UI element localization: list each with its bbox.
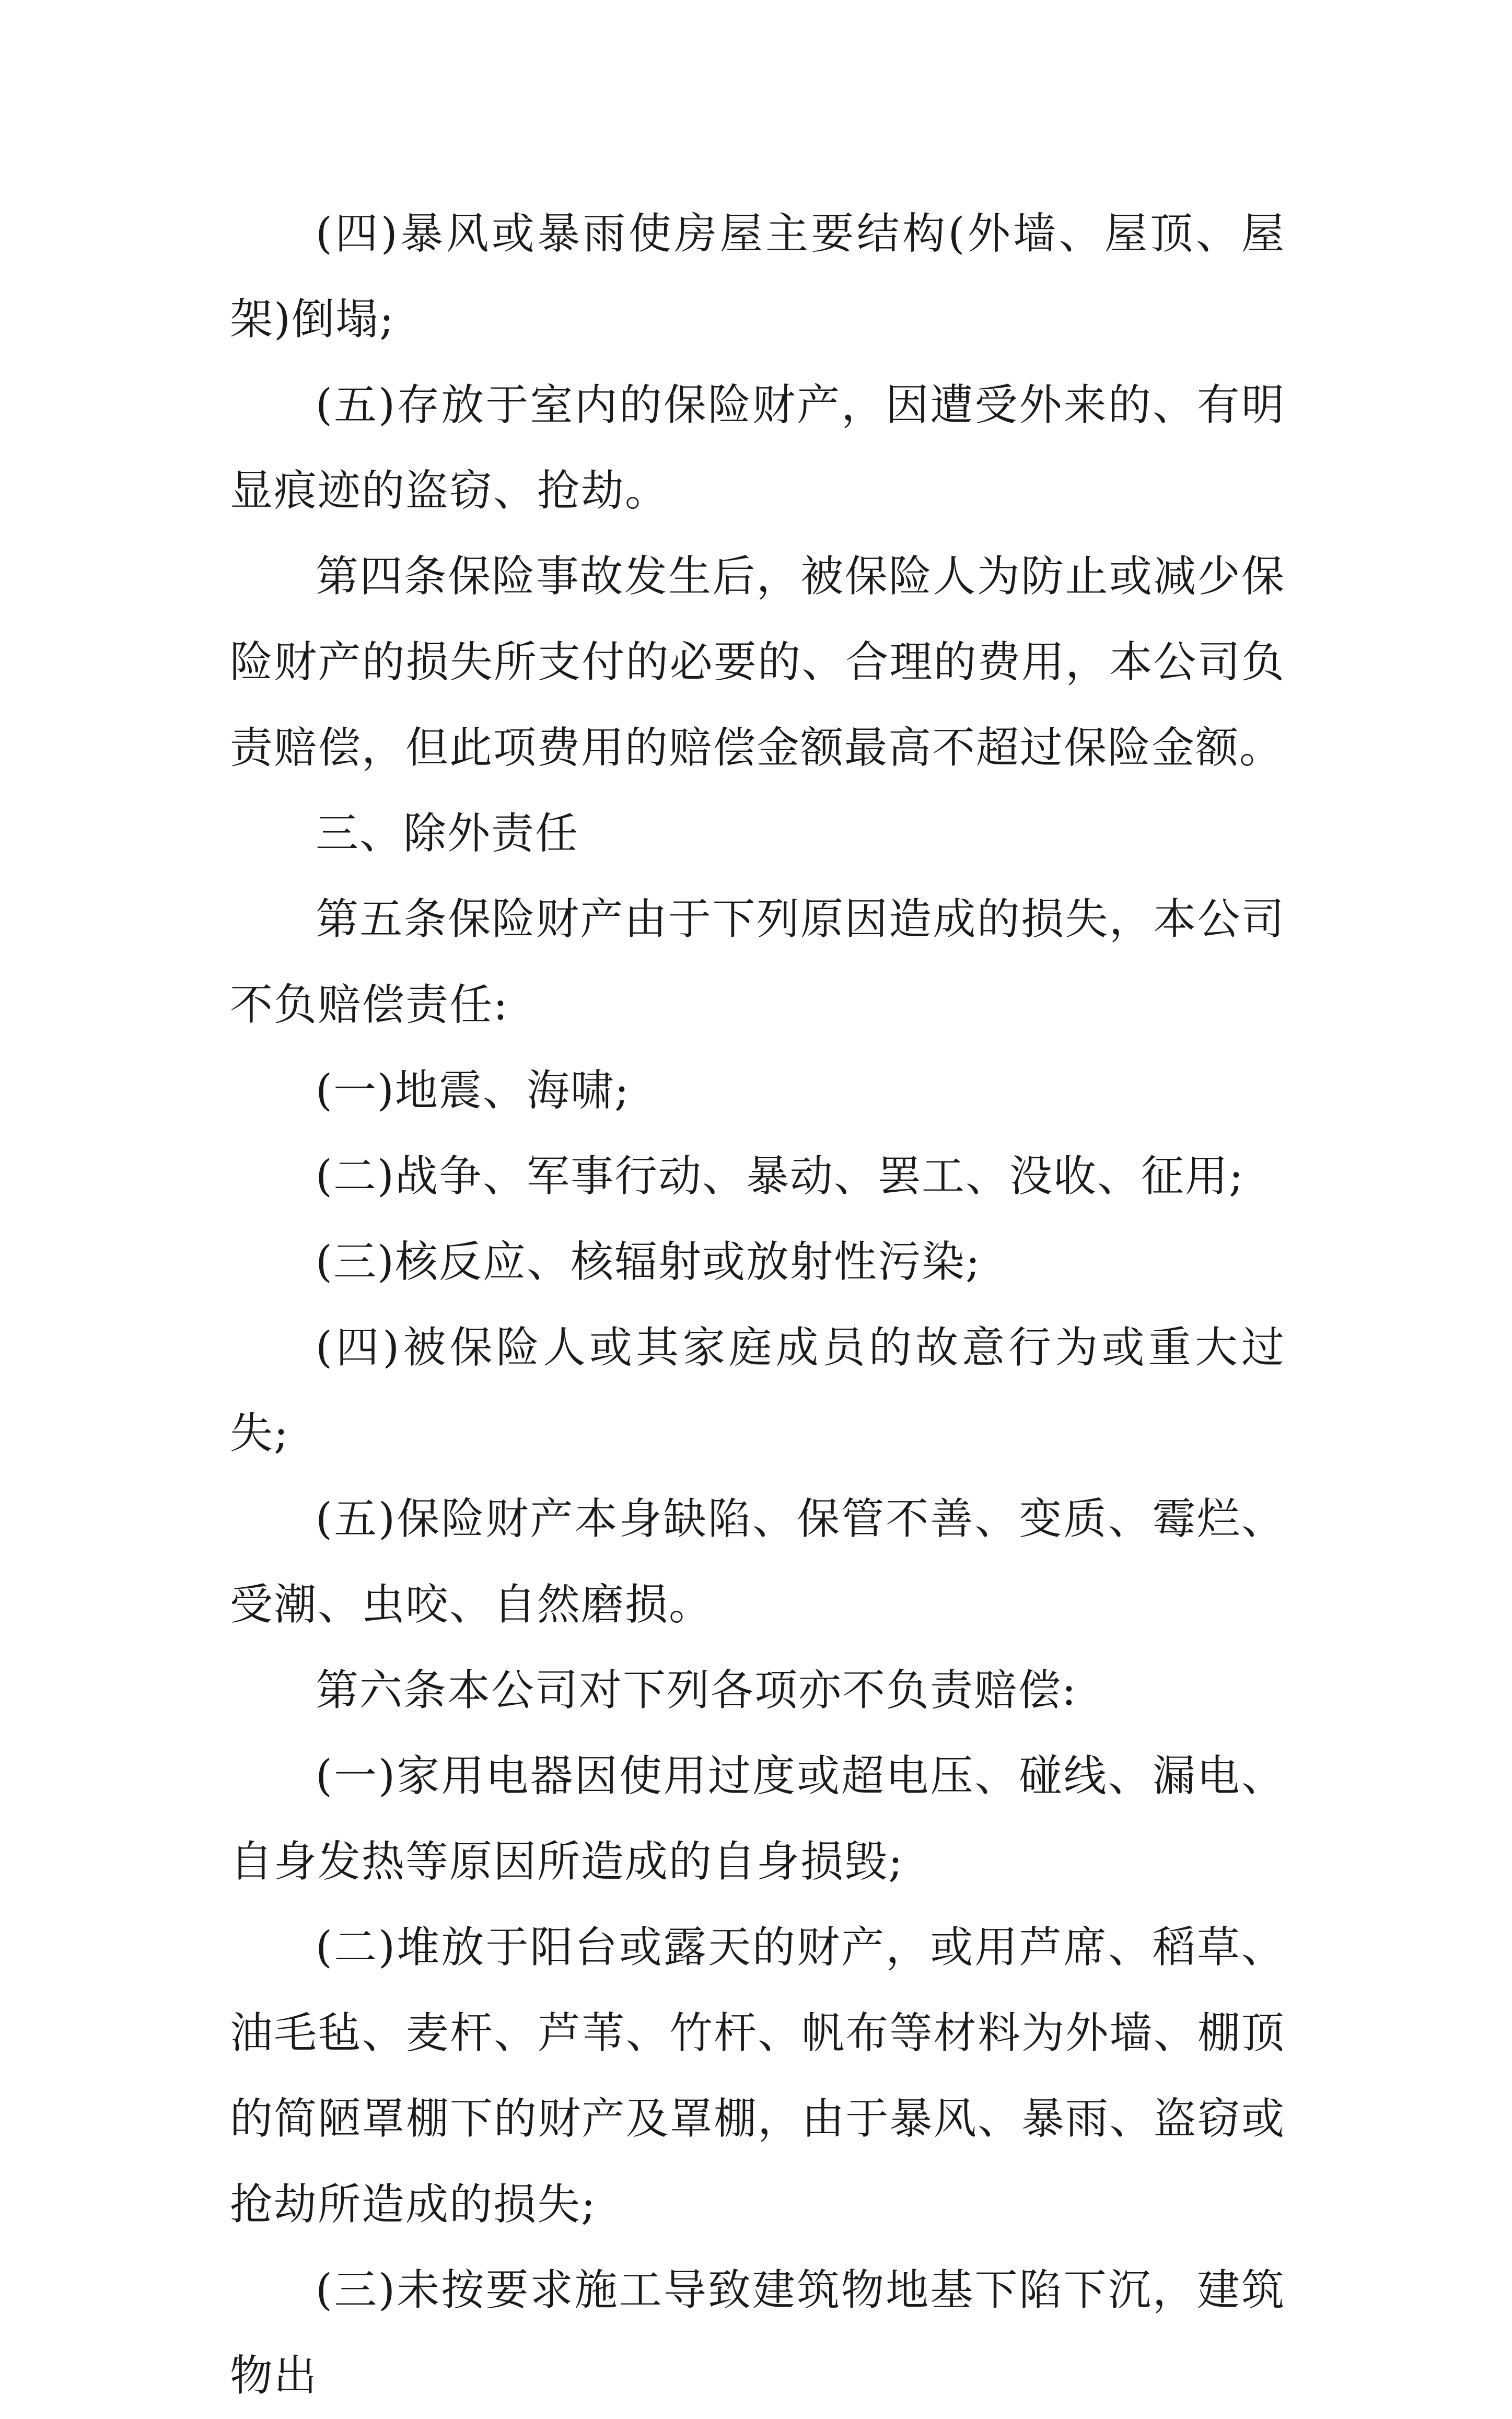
document-body [230, 191, 1285, 2419]
paragraph-clause-4-collapse: (四)暴风或暴雨使房屋主要结构(外墙、屋顶、屋架)倒塌; [230, 209, 1285, 344]
list-item-defects: (五)保险财产本身缺陷、保管不善、变质、霉烂、受潮、虫咬、自然磨损。 [230, 1494, 1285, 1630]
paragraph-article-6: 第六条本公司对下列各项亦不负责赔偿: [316, 1666, 1077, 1715]
list-item-construction: (三)未按要求施工导致建筑物地基下陷下沉，建筑物出 [230, 2265, 1285, 2401]
section-heading-exclusions: 三、除外责任 [316, 809, 579, 858]
paragraph-clause-5-theft: (五)存放于室内的保险财产，因遭受外来的、有明显痕迹的盗窃、抢劫。 [230, 380, 1285, 516]
list-item-outdoor-property: (二)堆放于阳台或露天的财产，或用芦席、稻草、油毛毡、麦杆、芦苇、竹杆、帆布等材料为外墙、棚顶的简陋罩棚下的财产及罩棚，由于暴风、暴雨、盗窃或抢劫所造成的损失; [230, 1923, 1285, 2229]
list-item-nuclear: (三)核反应、核辐射或放射性污染; [316, 1237, 981, 1287]
list-item-earthquake: (一)地震、海啸; [316, 1066, 630, 1115]
list-item-intentional-act: (四)被保险人或其家庭成员的故意行为或重大过失; [230, 1323, 1285, 1458]
paragraph-article-4: 第四条保险事故发生后，被保险人为防止或减少保险财产的损失所支付的必要的、合理的费用，本公司负责赔偿，但此项费用的赔偿金额最高不超过保险金额。 [230, 552, 1285, 773]
paragraph-article-5: 第五条保险财产由于下列原因造成的损失，本公司不负赔偿责任: [230, 894, 1285, 1030]
list-item-appliances: (一)家用电器因使用过度或超电压、碰线、漏电、自身发热等原因所造成的自身损毁; [230, 1751, 1285, 1887]
list-item-war: (二)战争、军事行动、暴动、罢工、没收、征用; [316, 1152, 1245, 1201]
